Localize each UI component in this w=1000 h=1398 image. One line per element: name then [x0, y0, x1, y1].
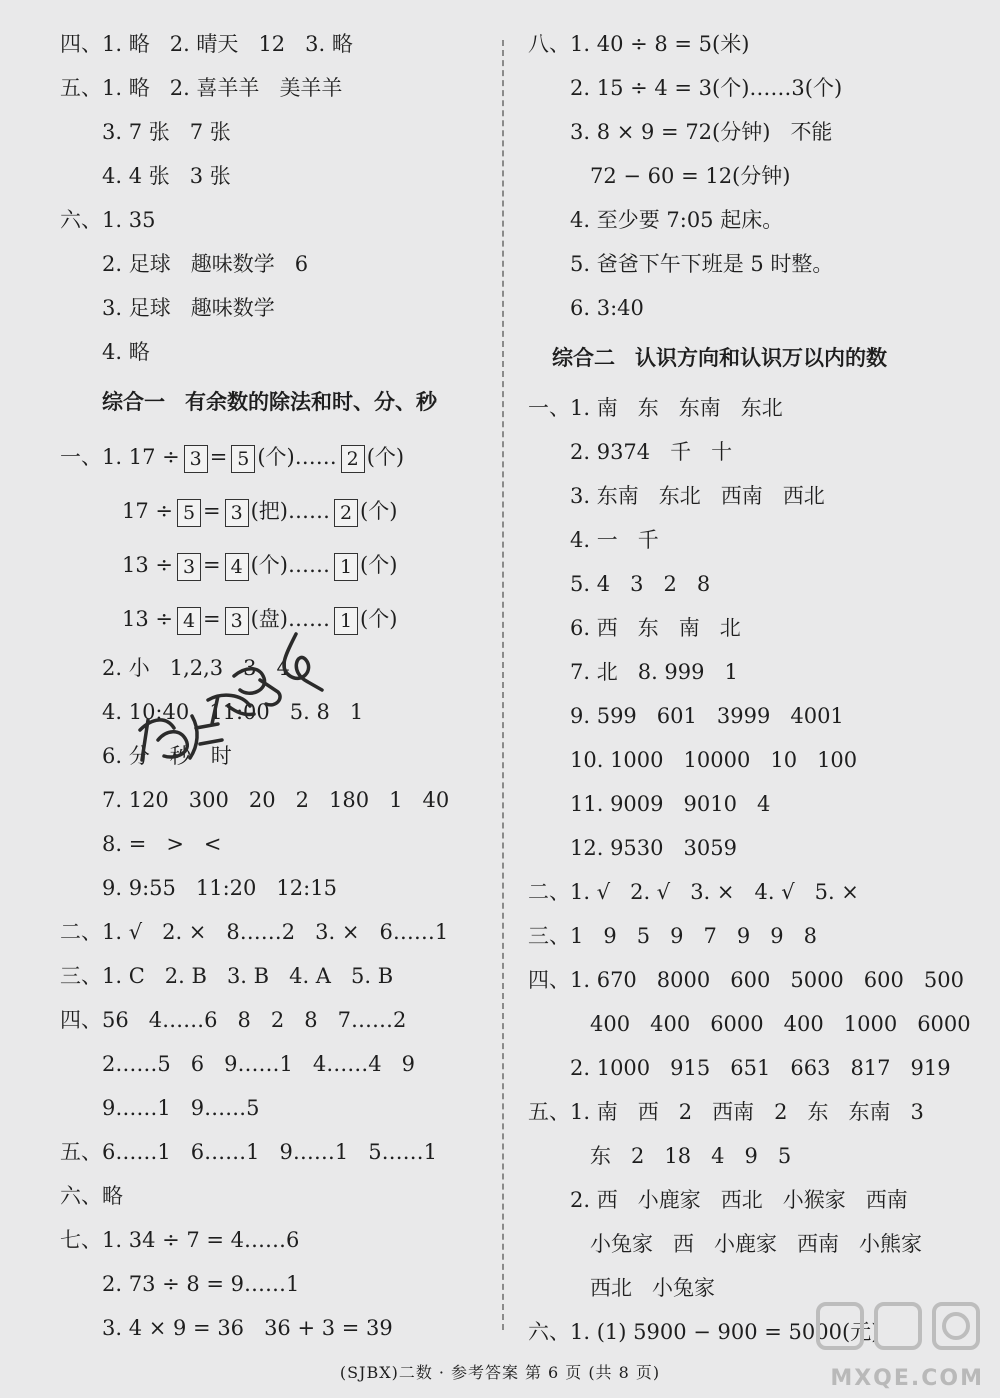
answer-line: 12. 9530 3059 [570, 836, 737, 860]
answer-box: 3 [225, 607, 249, 635]
division-equation: 17 ÷ 5 = 3 (把)…… 2 (个) [60, 484, 480, 538]
answer-box: 5 [177, 499, 201, 527]
answer-line: 6. 3:40 [570, 296, 644, 320]
answer-line: 4. 10:40 11:00 5. 8 1 [102, 700, 364, 724]
answer-box: 5 [231, 445, 255, 473]
answer-line: 六、略 [60, 1184, 123, 1208]
division-equation: 13 ÷ 4 = 3 (盘)…… 1 (个) [60, 592, 480, 646]
answer-box: 2 [341, 445, 365, 473]
answer-line: 3. 8 × 9 = 72(分钟) 不能 [570, 120, 833, 144]
answer-line: 三、1. C 2. B 3. B 4. A 5. B [60, 964, 394, 988]
division-equation: 一、1. 17 ÷ 3 = 5 (个)…… 2 (个) [60, 430, 480, 484]
section-heading: 综合二 认识方向和认识万以内的数 [552, 346, 887, 370]
answer-line: 4. 略 [102, 340, 150, 364]
answer-line: 2. 1000 915 651 663 817 919 [570, 1056, 951, 1080]
answer-box: 2 [334, 499, 358, 527]
answer-line: 七、1. 34 ÷ 7 = 4……6 [60, 1228, 300, 1252]
answer-line: 5. 4 3 2 8 [570, 572, 711, 596]
answer-box: 4 [225, 553, 249, 581]
answer-box: 3 [225, 499, 249, 527]
answer-line: 四、1. 略 2. 晴天 12 3. 略 [60, 32, 353, 56]
answer-line: 4. 一 千 [570, 528, 659, 552]
division-equation: 13 ÷ 3 = 4 (个)…… 1 (个) [60, 538, 480, 592]
answer-line: 2……5 6 9……1 4……4 9 [102, 1052, 415, 1076]
answer-line: 4. 至少要 7:05 起床。 [570, 208, 784, 232]
answer-line: 四、1. 670 8000 600 5000 600 500 [528, 968, 964, 992]
answer-line: 2. 西 小鹿家 西北 小猴家 西南 [570, 1188, 908, 1212]
answer-line: 西北 小兔家 [590, 1276, 715, 1300]
section-heading: 综合一 有余数的除法和时、分、秒 [102, 390, 437, 414]
answer-line: 11. 9009 9010 4 [570, 792, 771, 816]
watermark-text: MXQE.COM [830, 1366, 984, 1391]
answer-line: 五、1. 南 西 2 西南 2 东 东南 3 [528, 1100, 924, 1124]
answer-box: 1 [334, 553, 358, 581]
answer-line: 三、1 9 5 9 7 9 9 8 [528, 924, 817, 948]
answer-line: 3. 足球 趣味数学 [102, 296, 275, 320]
right-column [528, 22, 971, 1354]
answer-line: 5. 爸爸下午下班是 5 时整。 [570, 252, 834, 276]
answer-line: 六、1. (1) 5900 − 900 = 5000(元) [528, 1320, 880, 1344]
answer-line: 五、1. 略 2. 喜羊羊 美羊羊 [60, 76, 343, 100]
answer-line: 8. = > < [102, 832, 222, 856]
answer-box: 1 [334, 607, 358, 635]
answer-line: 10. 1000 10000 10 100 [570, 748, 858, 772]
answer-line: 二、1. √ 2. × 8……2 3. × 6……1 [60, 920, 449, 944]
answer-line: 一、1. 南 东 东南 东北 [528, 396, 783, 420]
answer-line: 9. 599 601 3999 4001 [570, 704, 844, 728]
answer-line: 3. 4 × 9 = 36 36 + 3 = 39 [102, 1316, 393, 1340]
answer-line: 3. 7 张 7 张 [102, 120, 231, 144]
answer-line: 八、1. 40 ÷ 8 = 5(米) [528, 32, 750, 56]
answer-line: 2. 足球 趣味数学 6 [102, 252, 309, 276]
answer-line: 二、1. √ 2. √ 3. × 4. √ 5. × [528, 880, 859, 904]
answer-line: 四、56 4……6 8 2 8 7……2 [60, 1008, 407, 1032]
answer-line: 4. 4 张 3 张 [102, 164, 231, 188]
answer-line: 6. 分 秒 时 [102, 744, 232, 768]
answer-line: 六、1. 35 [60, 208, 156, 232]
answer-line: 9. 9:55 11:20 12:15 [102, 876, 337, 900]
answer-box: 3 [184, 445, 208, 473]
column-divider [502, 40, 504, 1330]
answer-line: 3. 东南 东北 西南 西北 [570, 484, 825, 508]
answer-line: 小兔家 西 小鹿家 西南 小熊家 [590, 1232, 922, 1256]
page-footer: (SJBX)二数 · 参考答案 第 6 页 (共 8 页) [339, 1363, 661, 1382]
answer-box: 4 [177, 607, 201, 635]
answer-line: 9……1 9……5 [102, 1096, 260, 1120]
answer-line: 72 − 60 = 12(分钟) [590, 164, 791, 188]
answer-line: 五、6……1 6……1 9……1 5……1 [60, 1140, 437, 1164]
answer-line: 2. 15 ÷ 4 = 3(个)……3(个) [570, 76, 843, 100]
answer-line: 7. 120 300 20 2 180 1 40 [102, 788, 450, 812]
answer-line: 2. 9374 千 十 [570, 440, 733, 464]
answer-box: 3 [177, 553, 201, 581]
answer-line: 6. 西 东 南 北 [570, 616, 741, 640]
answer-line: 7. 北 8. 999 1 [570, 660, 738, 684]
handwritten-scribble [100, 620, 360, 780]
answer-line: 东 2 18 4 9 5 [590, 1144, 792, 1168]
answer-line: 2. 73 ÷ 8 = 9……1 [102, 1272, 300, 1296]
answer-line: 400 400 6000 400 1000 6000 [590, 1012, 971, 1036]
answer-line: 2. 小 1,2,3 3 4 [102, 656, 290, 680]
